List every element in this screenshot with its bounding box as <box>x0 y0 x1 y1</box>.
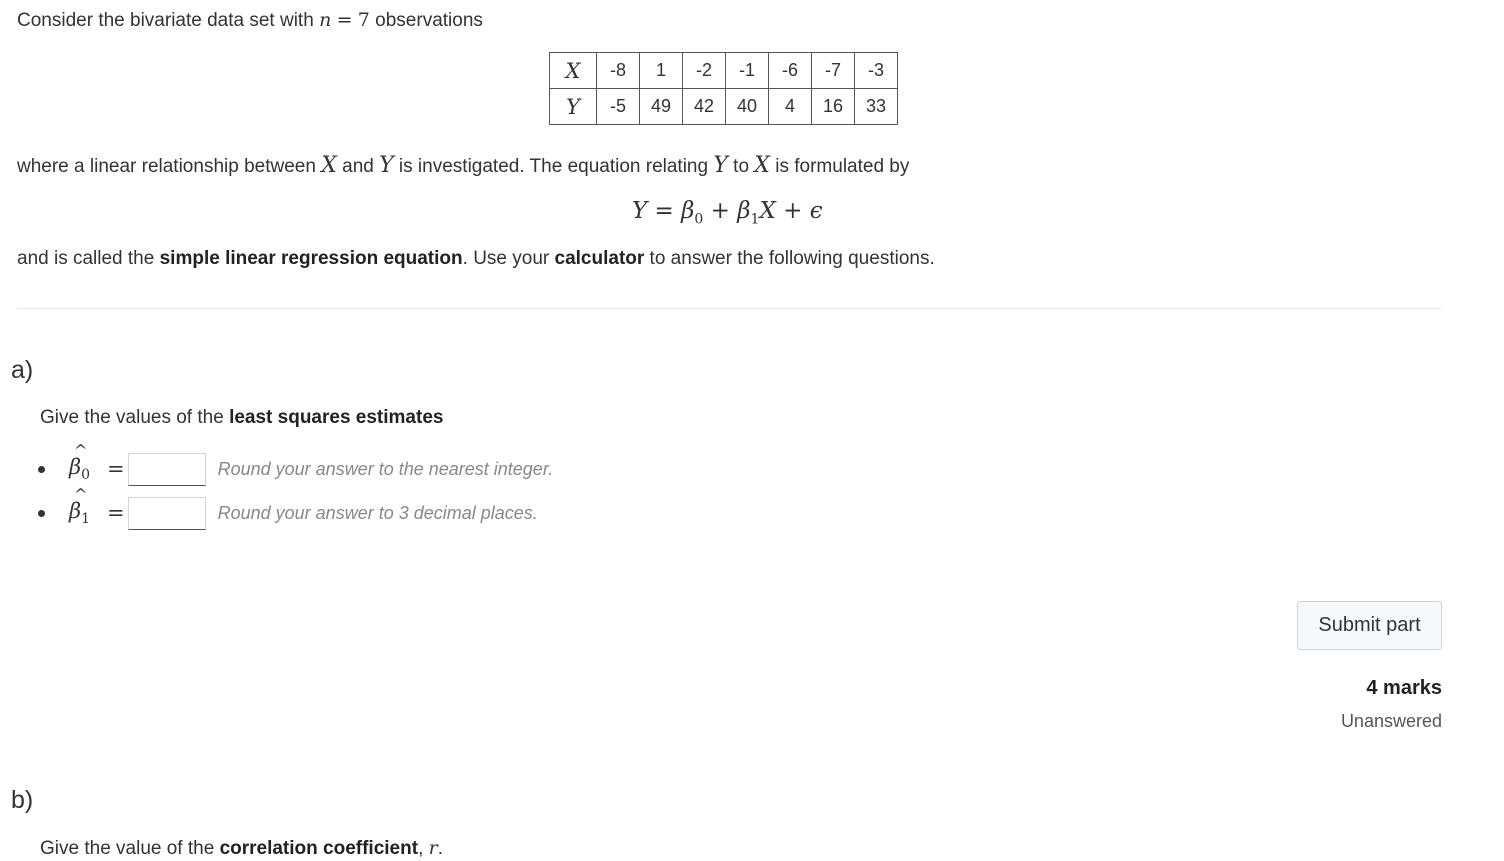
part-b-question <box>40 837 443 860</box>
eq-plus: + <box>783 198 803 224</box>
table-cell: -7 <box>812 53 855 89</box>
table-row-y <box>550 89 898 125</box>
data-table <box>549 52 898 125</box>
y-variable: Y <box>379 153 394 178</box>
answer-row-beta1 <box>38 484 538 531</box>
table-cell: 49 <box>640 89 683 125</box>
question-bold: correlation coefficient <box>219 838 419 859</box>
eq-lhs: Y <box>632 198 648 224</box>
n-value: 7 <box>357 9 370 31</box>
table-cell: 42 <box>683 89 726 125</box>
n-variable: n <box>319 9 332 31</box>
eq-plus: + <box>710 198 730 224</box>
beta1-hint: Round your answer to 3 decimal places. <box>217 502 538 523</box>
question-text: , <box>418 838 429 859</box>
table-cell: 4 <box>769 89 812 125</box>
equals-sign: = <box>107 501 125 525</box>
eq-epsilon: ϵ <box>809 198 823 224</box>
row-header-x: X <box>550 53 597 89</box>
instruction-text <box>17 248 935 270</box>
note-bold: simple linear regression equation <box>159 248 463 269</box>
regression-equation <box>632 198 823 228</box>
table-cell: -1 <box>726 53 769 89</box>
answer-row-beta0 <box>38 440 554 487</box>
desc-text: where a linear relationship between <box>17 156 322 177</box>
intro-before: Consider the bivariate data set with <box>17 10 320 31</box>
beta-sub: 0 <box>81 467 91 484</box>
beta0-input[interactable] <box>128 453 206 486</box>
part-a-question <box>40 407 443 429</box>
beta0-hint: Round your answer to the nearest integer. <box>217 458 554 479</box>
table-cell: -5 <box>597 89 640 125</box>
eq-beta1-sub: 1 <box>750 211 760 228</box>
beta0-symbol <box>69 440 103 484</box>
table-cell: 1 <box>640 53 683 89</box>
row-header-y: Y <box>550 89 597 125</box>
eq-beta1: β <box>737 198 751 224</box>
equals-sign: = <box>336 9 353 31</box>
submit-part-button[interactable]: Submit part <box>1297 601 1442 650</box>
bullet <box>38 466 45 473</box>
question-text: . <box>437 838 443 859</box>
table-cell: -8 <box>597 53 640 89</box>
section-divider <box>17 308 1441 309</box>
table-cell: 40 <box>726 89 769 125</box>
eq-x: X <box>759 198 776 224</box>
equals-sign: = <box>107 457 125 481</box>
description-text <box>17 153 909 178</box>
note-text: and is called the <box>17 248 160 269</box>
eq-beta0: β <box>681 198 695 224</box>
note-bold: calculator <box>554 248 645 269</box>
question-text: Give the values of the <box>40 407 230 428</box>
desc-text: to <box>727 156 755 177</box>
question-bold: least squares estimates <box>229 407 444 428</box>
note-text: to answer the following questions. <box>644 248 935 269</box>
bullet <box>38 510 45 517</box>
beta-glyph: β <box>69 498 82 523</box>
table-cell: 16 <box>812 89 855 125</box>
table-cell: -2 <box>683 53 726 89</box>
table-cell: -6 <box>769 53 812 89</box>
marks-label: 4 marks <box>1366 677 1442 699</box>
question-text: Give the value of the <box>40 838 220 859</box>
eq-equals: = <box>654 198 674 224</box>
beta1-symbol <box>69 484 103 528</box>
x-variable: X <box>754 153 770 178</box>
intro-text <box>17 9 483 32</box>
part-a-label: a) <box>11 356 34 384</box>
hat-accent: ^ <box>74 440 88 460</box>
table-cell: 33 <box>855 89 898 125</box>
desc-text: is formulated by <box>769 156 910 177</box>
part-b-label: b) <box>11 786 34 814</box>
hat-accent: ^ <box>74 484 88 504</box>
r-variable: r <box>428 837 438 859</box>
table-cell: -3 <box>855 53 898 89</box>
beta1-input[interactable] <box>128 497 206 530</box>
beta-sub: 1 <box>81 511 91 528</box>
intro-after: observations <box>369 10 483 31</box>
desc-text: and <box>336 156 380 177</box>
y-variable: Y <box>713 153 728 178</box>
note-text: . Use your <box>462 248 555 269</box>
beta-glyph: β <box>69 454 82 479</box>
status-label: Unanswered <box>1340 711 1442 731</box>
table-row-x <box>550 53 898 89</box>
desc-text: is investigated. The equation relating <box>393 156 714 177</box>
x-variable: X <box>321 153 337 178</box>
eq-beta0-sub: 0 <box>694 211 704 228</box>
